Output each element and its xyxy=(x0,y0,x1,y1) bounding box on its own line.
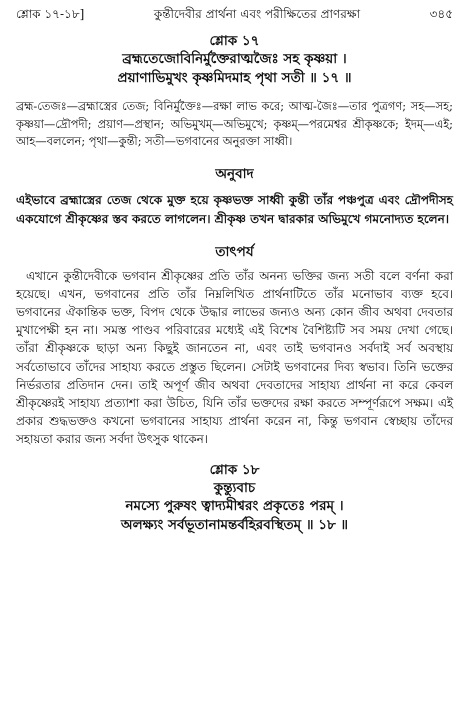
page-number: ৩৪৫ xyxy=(429,7,453,21)
verse-17-line-2: প্রয়াণাভিমুখং কৃষ্ণমিদমাহ পৃথা সতী ॥ ১৭ ॥ xyxy=(117,70,352,86)
purport-paragraph: এখানে কুন্তীদেবীকে ভগবান শ্রীকৃষ্ণের প্রতি তাঁর অনন্য ভক্তির জন্য সতী বলে বর্ণনা করা হয়েছে। এখন, ভগবানের প্রতি তাঁর নিম্নলিখিত প্রার্থনাটিতে তাঁর মনোভাব ব্যক্ত হবে। ভগবানের ঐকান্তিক ভক্ত, বিপদ থেকে উদ্ধার লাভের জন্যও অন্য কোন জীব অথবা দেবতার মুখাপেক্ষী হন না। সমস্ত পাণ্ডব পরিবারের মধ্যেই এই বিশেষ বৈশিষ্ট্যটি সব সময় দেখা গেছে। তাঁরা শ্রীকৃষ্ণকে ছাড়া অন্য কিছুই জানতেন না, এবং তাই ভগবানও সর্বদাই সর্ব অবস্থায় সর্বতোভাবে তাঁদের সাহায্য করতে প্রস্তুত ছিলেন। সেটাই ভগবানের দিব্য স্বভাব। তিনি ভক্তের নির্ভরতার প্রতিদান দেন। তাই অপূর্ণ জীব অথবা দেবতাদের সাহায্য প্রার্থনা না করে কেবল শ্রীকৃষ্ণেরই সাহায্য প্রত্যাশা করা উচিত, যিনি তাঁর ভক্তদের রক্ষা করতে সম্পূর্ণরূপে সক্ষম। এই প্রকার শুদ্ধভক্তও কখনো ভগবানের সাহায্য প্রার্থনা করেন না, কিন্তু ভগবান স্বেচ্ছায় তাঁদের সহায়তা করার জন্য সর্বদা উৎসুক থাকেন। xyxy=(16,268,453,447)
verse-18-label: শ্লোক ১৮ xyxy=(209,461,260,478)
word-meanings: ব্রহ্ম-তেজঃ—ব্রহ্মাস্ত্রের তেজ; বিনির্মুক্তৈঃ—রক্ষা লাভ করে; আত্ম-জৈঃ—তার পুত্রগণ; সহ—সহ; কৃষ্ণয়া—দ্রৌপদী; প্রয়াণ—প্রস্থান; অভিমুখম্—অভিমুখে; কৃষ্ণম্—পরমেশ্বর শ্রীকৃষ্ণকে; ইদম্—এই; আহ—বললেন; পৃথা—কুন্তী; সতী—ভগবানের অনুরক্তা সাধ্বী। xyxy=(16,99,453,148)
purport-heading: তাৎপর্য xyxy=(215,243,254,260)
verse-18-speaker: কুন্ত্যুবাচ xyxy=(213,479,256,496)
purport-body xyxy=(16,267,453,449)
translation-text: এইভাবে ব্রহ্মাস্ত্রের তেজ থেকে মুক্ত হয়ে কৃষ্ণভক্ত সাধ্বী কুন্তী তাঁর পঞ্চপুত্র এবং দ্রৌপদীসহ একযোগে শ্রীকৃষ্ণের স্তব করতে লাগলেন। শ্রীকৃষ্ণ তখন দ্বারকার অভিমুখে গমনোদ্যত হলেন। xyxy=(16,192,453,226)
verse-18-line-2: অলক্ষ্যং সর্বভূতানামন্তর্বহিরবস্থিতম্ ॥ ১৮ ॥ xyxy=(120,516,349,533)
header-chapter-title: কুন্তীদেবীর প্রার্থনা এবং পরীক্ষিতের প্রাণরক্ষা xyxy=(153,7,361,21)
translation-heading: অনুবাদ xyxy=(215,165,254,182)
verse-18-line-1: নমস্যে পুরুষং ত্বাদ্যমীশ্বরং প্রকৃতেঃ পরম্ । xyxy=(125,497,344,514)
header-verse-range: শ্লোক ১৭-১৮] xyxy=(16,7,85,21)
verse-17-label: শ্লোক ১৭ xyxy=(209,33,260,49)
verse-17-line-1: ব্রহ্মতেজোবিনির্মুক্তৈরাত্মজৈঃ সহ কৃষ্ণয়া । xyxy=(122,51,347,67)
running-header xyxy=(16,0,453,22)
